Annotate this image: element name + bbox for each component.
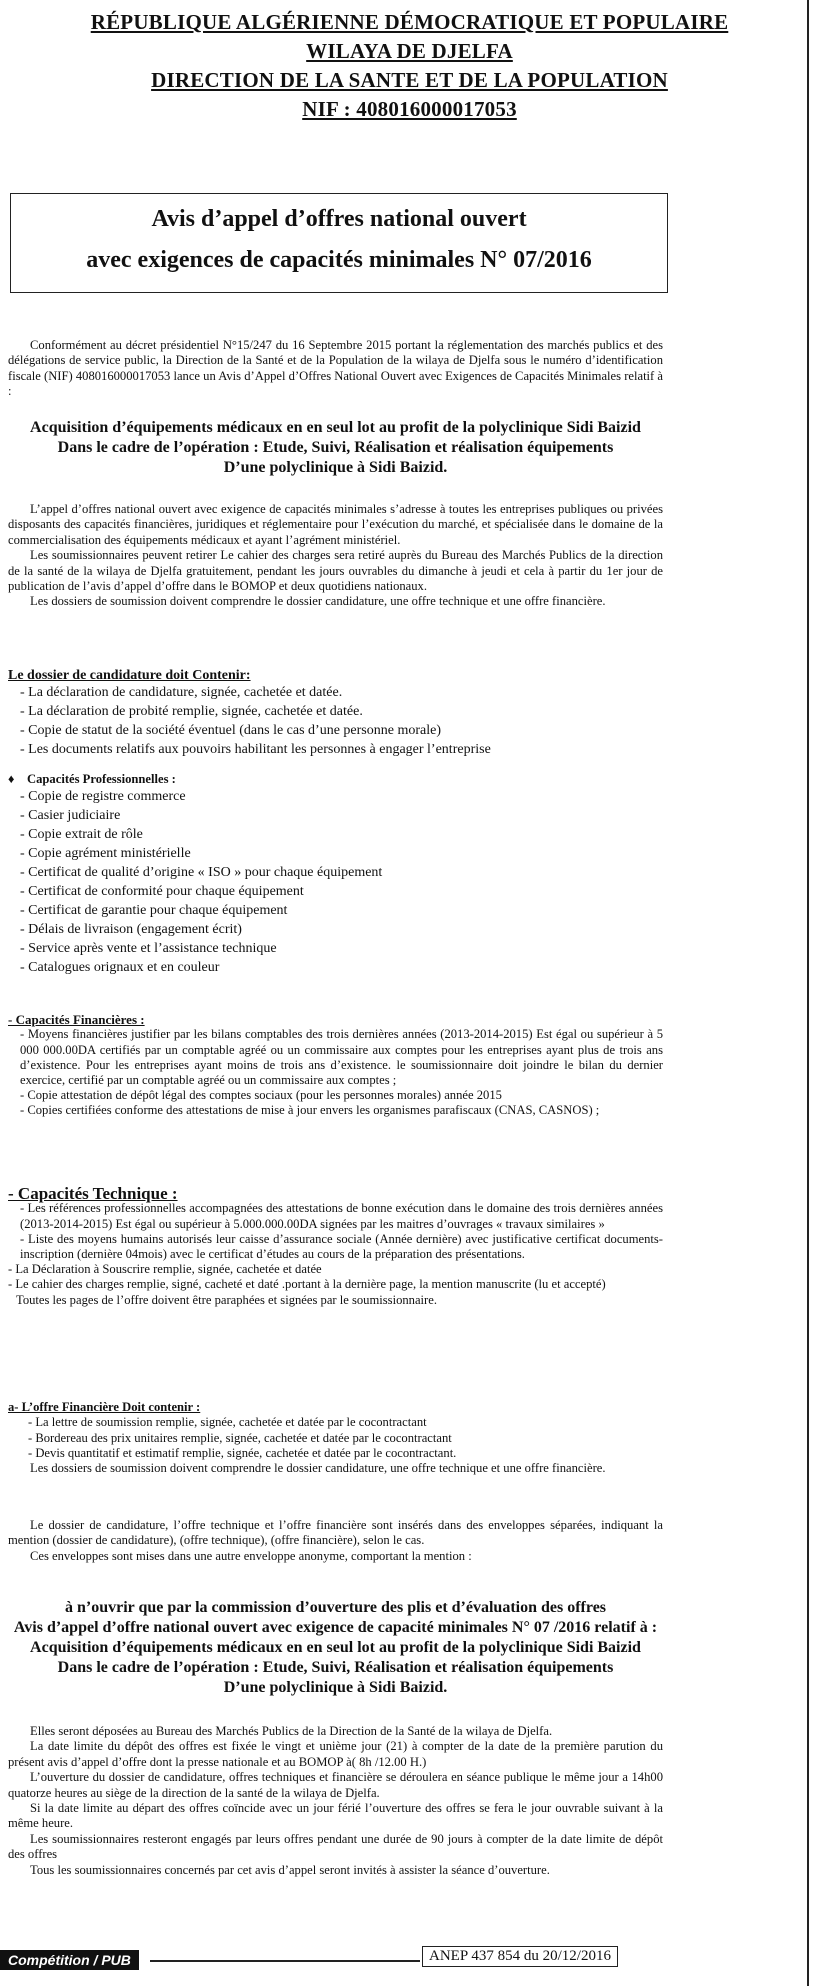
header-nif: NIF : 408016000017053 xyxy=(302,97,517,121)
professional-section xyxy=(8,772,663,977)
list-item: - Les références professionnelles accompagnées des attestations de bonne exécution dans le domaine des trois dernières années (2013-2014-2015) Est égal ou supérieur à 5.000.000.00DA signées par les maitres d’ouvrages « travaux similaires » xyxy=(20,1201,663,1231)
envelopes-paragraph: Le dossier de candidature, l’offre technique et l’offre financière sont insérés dans des enveloppes séparées, indiquant la mention (dossier de candidature), (offre technique), (offre financière), selon le cas. xyxy=(8,1518,663,1548)
closing-paragraph: La date limite du dépôt des offres est fixée le vingt et unième jour (21) à compter de la date de la première parution du présent avis d’appel d’offre dont la presse nationale et au BOMOP à( 8h /12.00 H.) xyxy=(8,1739,663,1769)
list-item: - Catalogues orignaux et en couleur xyxy=(20,960,220,976)
closing-paragraph: Elles seront déposées au Bureau des Marchés Publics de la Direction de la Santé de la wilaya de Djelfa. xyxy=(30,1724,553,1738)
list-item: - Les documents relatifs aux pouvoirs habilitant les personnes à engager l’entreprise xyxy=(20,742,491,758)
list-item: - Casier judiciaire xyxy=(20,808,121,824)
header-wilaya: WILAYA DE DJELFA xyxy=(306,39,513,63)
list-item: - Devis quantitatif et estimatif remplie, signée, cachetée et datée par le cocontractant. xyxy=(28,1445,457,1460)
list-item: - Liste des moyens humains autorisés leur caisse d’assurance sociale (Année dernière) avec justificative certificat documents-inscription (dernière 04mois) avec le certificat d’études au cours de la préparation des présentations. xyxy=(20,1231,663,1262)
page-edge-rule xyxy=(807,0,809,1986)
professional-title: ♦ Capacités Professionnelles : xyxy=(8,772,176,786)
financial-section xyxy=(8,1012,663,1119)
header-direction: DIRECTION DE LA SANTE ET DE LA POPULATION xyxy=(151,68,668,92)
technical-section xyxy=(8,1186,663,1308)
list-item: - La Déclaration à Souscrire remplie, signée, cachetée et datée xyxy=(8,1262,322,1277)
technical-list xyxy=(8,1201,663,1262)
list-item: - Certificat de qualité d’origine « ISO » pour chaque équipement xyxy=(20,865,383,881)
list-item: - Bordereau des prix unitaires remplie, signée, cachetée et datée par le cocontractant xyxy=(28,1430,452,1445)
financial-offer-list xyxy=(8,1415,663,1461)
list-item: - Copie agrément ministérielle xyxy=(20,846,191,862)
financial-offer-note: Les dossiers de soumission doivent comprendre le dossier candidature, une offre technique et une offre financière. xyxy=(30,1461,606,1476)
paragraph-composition: Les dossiers de soumission doivent comprendre le dossier candidature, une offre technique et une offre financière. xyxy=(30,594,606,609)
list-item: - Moyens financières justifier par les bilans comptables des trois dernières années (2013-2014-2015) Est égal ou supérieur à 5 000 000.00DA certifiés par un comptable agréé ou un commissaire aux comptes pour les entreprises ayant plus de trois ans d’existence. Pour les entreprises ayant moins de trois ans d’existence. le soumissionnaire doit joindre le bilan du dernier exercice, certifié par un comptable agréé ou un commissaire aux comptes ; xyxy=(20,1027,663,1088)
list-item: - Copie de registre commerce xyxy=(20,789,186,805)
notice-title-box xyxy=(10,193,668,293)
paragraph-eligibility: L’appel d’offres national ouvert avec exigence de capacités minimales s’adresse à toutes les entreprises publiques ou privées disposants des capacités financières, juridiques et réglementaire pour l’exécution du marché, et spécialisée dans le domaine de la commercialisation des équipements médicaux et ayant l’agrément ministériel. xyxy=(8,502,663,547)
closing-paragraph: Les soumissionnaires resteront engagés par leurs offres pendant une durée de 90 jours à compter de la date limite de dépôt des offres xyxy=(8,1831,663,1862)
financial-offer-section xyxy=(8,1400,663,1476)
technical-title: - Capacités Technique : xyxy=(8,1184,178,1203)
financial-title: - Capacités Financières : xyxy=(8,1012,145,1027)
mention-line-3: Acquisition d’équipements médicaux en en seul lot au profit de la polyclinique Sidi Baizid xyxy=(30,1639,641,1656)
footer-category-label: Compétition / PUB xyxy=(0,1950,139,1970)
mention-line-2: Avis d’appel d’offre national ouvert avec exigence de capacité minimales N° 07 /2016 relatif à : xyxy=(13,1619,658,1636)
list-item: - Copie de statut de la société éventuel (dans le cas d’une personne morale) xyxy=(20,723,442,739)
closing-paragraph: Si la date limite au départ des offres coïncide avec un jour férié l’ouverture des offres se fera le jour ouvrable suivant à la même heure. xyxy=(8,1801,663,1831)
list-item: - Certificat de conformité pour chaque équipement xyxy=(20,884,304,900)
envelopes-mention-intro: Ces enveloppes sont mises dans une autre enveloppe anonyme, comportant la mention : xyxy=(30,1548,472,1563)
envelopes-section xyxy=(8,1518,663,1564)
intro-section xyxy=(8,338,663,400)
candidature-list xyxy=(8,683,663,759)
object-line-3: D’une polyclinique à Sidi Baizid. xyxy=(223,459,448,476)
notice-subtitle: avec exigences de capacités minimales N° 07/2016 xyxy=(86,247,592,273)
object-line-2: Dans le cadre de l’opération : Etude, Suivi, Réalisation et réalisation équipements xyxy=(57,439,614,456)
list-item: - Le cahier des charges remplie, signé, cacheté et daté .portant à la dernière page, la mention manuscrite (lu et accepté) xyxy=(8,1277,606,1292)
object-line-1: Acquisition d’équipements médicaux en en seul lot au profit de la polyclinique Sidi Baizid xyxy=(30,419,641,436)
candidature-section xyxy=(8,668,663,759)
financial-offer-title: a- L’offre Financière Doit contenir : xyxy=(8,1400,201,1414)
intro-paragraph: Conformément au décret présidentiel N°15/247 du 16 Septembre 2015 portant la réglementation des marchés publics et des délégations de service public, la Direction de la Santé et de la Population de la wilaya de Djelfa sous le numéro d’identification fiscale (NIF) 408016000017053 lance un Avis d’Appel d’Offres National Ouvert avec Exigences de Capacités Minimales relatif à : xyxy=(8,338,663,399)
closing-paragraph: Tous les soumissionnaires concernés par cet avis d’appel seront invités à assister la séance d’ouverture. xyxy=(30,1862,550,1877)
envelope-mention xyxy=(8,1598,663,1698)
conditions-section xyxy=(8,502,663,610)
footer-divider xyxy=(150,1960,420,1962)
list-item: - La déclaration de probité remplie, signée, cachetée et datée. xyxy=(20,704,363,720)
mention-line-4: Dans le cadre de l’opération : Etude, Suivi, Réalisation et réalisation équipements xyxy=(57,1659,614,1676)
list-item: - Délais de livraison (engagement écrit) xyxy=(20,922,242,938)
document-header xyxy=(0,8,819,124)
header-republic: RÉPUBLIQUE ALGÉRIENNE DÉMOCRATIQUE ET POPULAIRE xyxy=(90,10,729,34)
candidature-title: Le dossier de candidature doit Contenir: xyxy=(8,668,251,683)
list-item: - La lettre de soumission remplie, signée, cachetée et datée par le cocontractant xyxy=(28,1415,427,1430)
object-section xyxy=(8,418,663,478)
notice-title: Avis d’appel d’offres national ouvert xyxy=(151,206,527,232)
footer-anep-reference: ANEP 437 854 du 20/12/2016 xyxy=(422,1946,618,1967)
financial-list xyxy=(8,1027,663,1118)
technical-extra-list xyxy=(8,1262,663,1308)
list-item: Toutes les pages de l’offre doivent être paraphées et signées par le soumissionnaire. xyxy=(16,1292,437,1307)
closing-section xyxy=(8,1724,663,1878)
list-item: - Copie attestation de dépôt légal des comptes sociaux (pour les personnes morales) année 2015 xyxy=(20,1088,502,1103)
list-item: - Certificat de garantie pour chaque équipement xyxy=(20,903,288,919)
list-item: - Copies certifiées conforme des attestations de mise à jour envers les organismes parafiscaux (CNAS, CASNOS) ; xyxy=(20,1103,600,1118)
paragraph-withdrawal: Les soumissionnaires peuvent retirer Le cahier des charges sera retiré auprès du Bureau des Marchés Publics de la direction de la santé de la wilaya de Djelfa gratuitement, pendant les jours ouvrables du dimanche à jeudi et cela à partir du 1er jour de publication de l’avis d’appel d’offre dans le BOMOP et deux quotidiens nationaux. xyxy=(8,548,663,594)
bullet-icon: ♦ xyxy=(8,772,28,786)
list-item: - Copie extrait de rôle xyxy=(20,827,143,843)
closing-paragraph: L’ouverture du dossier de candidature, offres techniques et financière se déroulera en séance publique le même jour a 14h00 quatorze heures au siège de la direction de la santé de la wilaya de Djelfa. xyxy=(8,1770,663,1800)
mention-line-1: à n’ouvrir que par la commission d’ouverture des plis et d’évaluation des offres xyxy=(64,1599,607,1616)
list-item: - La déclaration de candidature, signée, cachetée et datée. xyxy=(20,685,343,701)
mention-line-5: D’une polyclinique à Sidi Baizid. xyxy=(223,1679,448,1696)
list-item: - Service après vente et l’assistance technique xyxy=(20,941,277,957)
professional-list xyxy=(8,787,663,977)
